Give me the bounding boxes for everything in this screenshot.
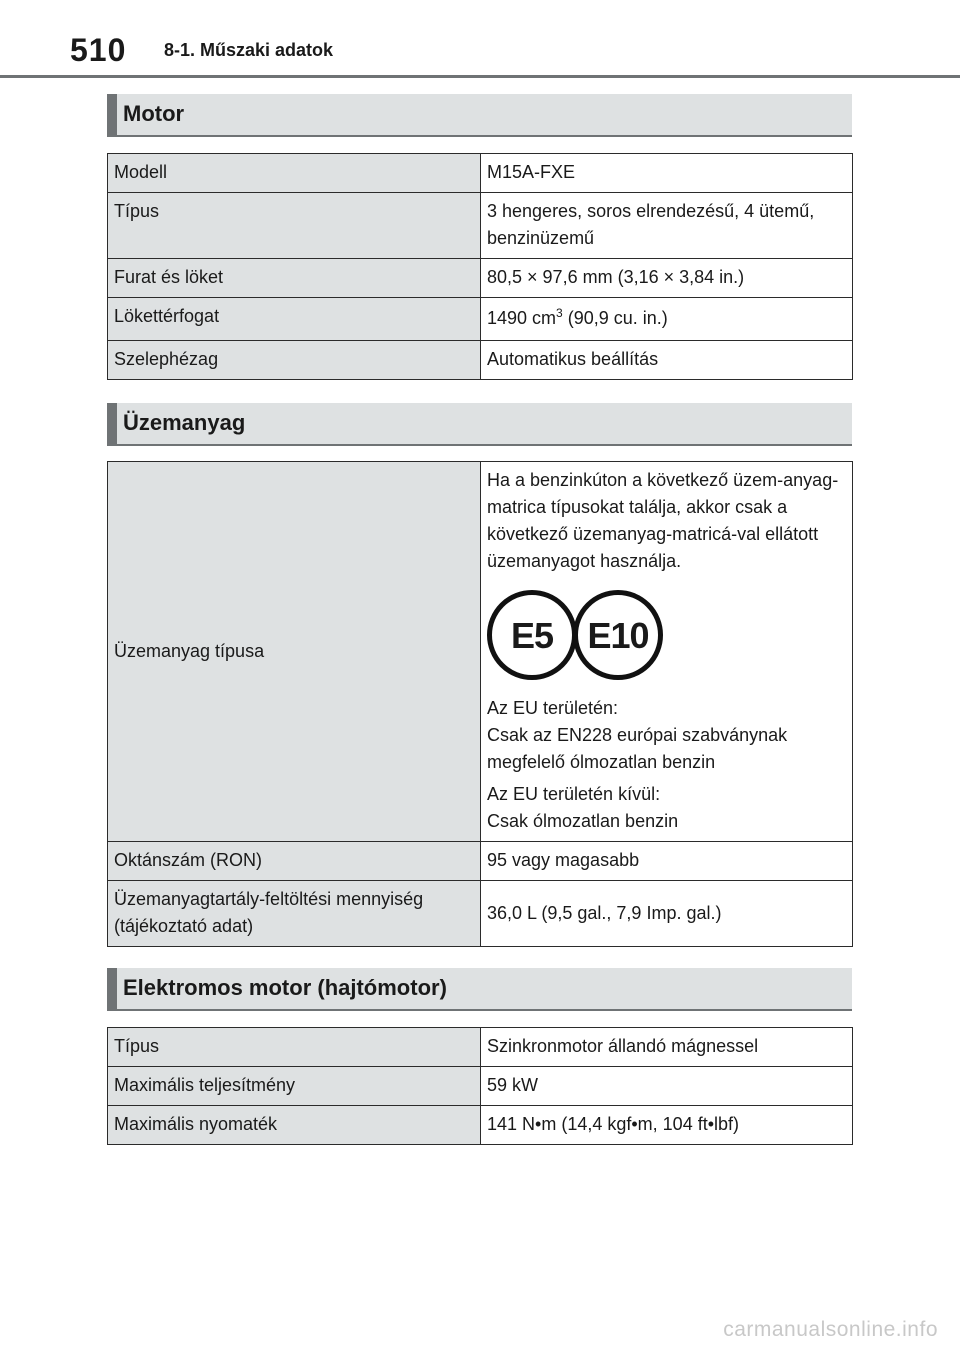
row-value: 36,0 L (9,5 gal., 7,9 Imp. gal.) bbox=[481, 881, 853, 947]
eu-outside-text: Csak ólmozatlan benzin bbox=[487, 811, 679, 831]
row-value: 80,5 × 97,6 mm (3,16 × 3,84 in.) bbox=[481, 259, 853, 298]
row-value: M15A-FXE bbox=[481, 154, 853, 193]
row-label: Furat és löket bbox=[108, 259, 481, 298]
table-row bbox=[108, 1067, 853, 1106]
row-label: Oktánszám (RON) bbox=[108, 842, 481, 881]
e5-fuel-label-icon: E5 bbox=[487, 590, 577, 680]
electric-motor-table bbox=[107, 1027, 853, 1145]
row-label: Üzemanyagtartály-feltöltési mennyiség (tájékoztató adat) bbox=[108, 881, 481, 947]
superscript: 3 bbox=[556, 306, 563, 320]
table-row bbox=[108, 259, 853, 298]
motor-table bbox=[107, 153, 853, 380]
table-row bbox=[108, 1028, 853, 1067]
row-label: Maximális teljesítmény bbox=[108, 1067, 481, 1106]
table-row bbox=[108, 881, 853, 947]
fuel-intro-text: Ha a benzinkúton a következő üzem-anyag-matrica típusokat találja, akkor csak a következő üzemanyag-matricá-val ellátott üzemanyagot használja. bbox=[487, 470, 839, 571]
eu-outside-heading: Az EU területén kívül: bbox=[487, 784, 661, 804]
row-label: Maximális nyomaték bbox=[108, 1106, 481, 1145]
row-label: Szelephézag bbox=[108, 341, 481, 380]
row-value: Automatikus beállítás bbox=[481, 341, 853, 380]
eu-outside-block bbox=[487, 781, 846, 835]
displacement-value-suffix: (90,9 cu. in.) bbox=[562, 308, 668, 328]
section-heading-fuel: Üzemanyag bbox=[107, 403, 852, 446]
e10-fuel-label-icon: E10 bbox=[573, 590, 663, 680]
eu-inside-block bbox=[487, 695, 846, 776]
table-row bbox=[108, 341, 853, 380]
table-row bbox=[108, 842, 853, 881]
section-heading-electric-motor: Elektromos motor (hajtómotor) bbox=[107, 968, 852, 1011]
table-row bbox=[108, 1106, 853, 1145]
displacement-value: 1490 cm bbox=[487, 308, 557, 328]
row-label: Modell bbox=[108, 154, 481, 193]
fuel-table bbox=[107, 461, 853, 947]
row-value: 141 N•m (14,4 kgf•m, 104 ft•lbf) bbox=[481, 1106, 853, 1145]
row-label: Lökettérfogat bbox=[108, 298, 481, 341]
row-label: Típus bbox=[108, 1028, 481, 1067]
row-value: 95 vagy magasabb bbox=[481, 842, 853, 881]
eu-inside-text: Csak az EN228 európai szabványnak megfelelő ólmozatlan benzin bbox=[487, 725, 788, 772]
row-value: Szinkronmotor állandó mágnessel bbox=[481, 1028, 853, 1067]
fuel-type-value bbox=[481, 462, 853, 842]
row-value: 59 kW bbox=[481, 1067, 853, 1106]
page-number: 510 bbox=[70, 32, 127, 68]
row-value bbox=[481, 298, 853, 341]
table-row bbox=[108, 154, 853, 193]
page-header bbox=[0, 0, 960, 78]
eu-inside-heading: Az EU területén: bbox=[487, 698, 619, 718]
chapter-title: 8-1. Műszaki adatok bbox=[164, 40, 334, 60]
fuel-label-badges bbox=[487, 589, 846, 681]
section-heading-motor: Motor bbox=[107, 94, 852, 137]
row-value: 3 hengeres, soros elrendezésű, 4 ütemű, benzinüzemű bbox=[481, 193, 853, 259]
watermark: carmanualsonline.info bbox=[723, 1318, 938, 1341]
table-row bbox=[108, 462, 853, 842]
table-row bbox=[108, 193, 853, 259]
row-label: Típus bbox=[108, 193, 481, 259]
row-label: Üzemanyag típusa bbox=[108, 462, 481, 842]
table-row bbox=[108, 298, 853, 341]
